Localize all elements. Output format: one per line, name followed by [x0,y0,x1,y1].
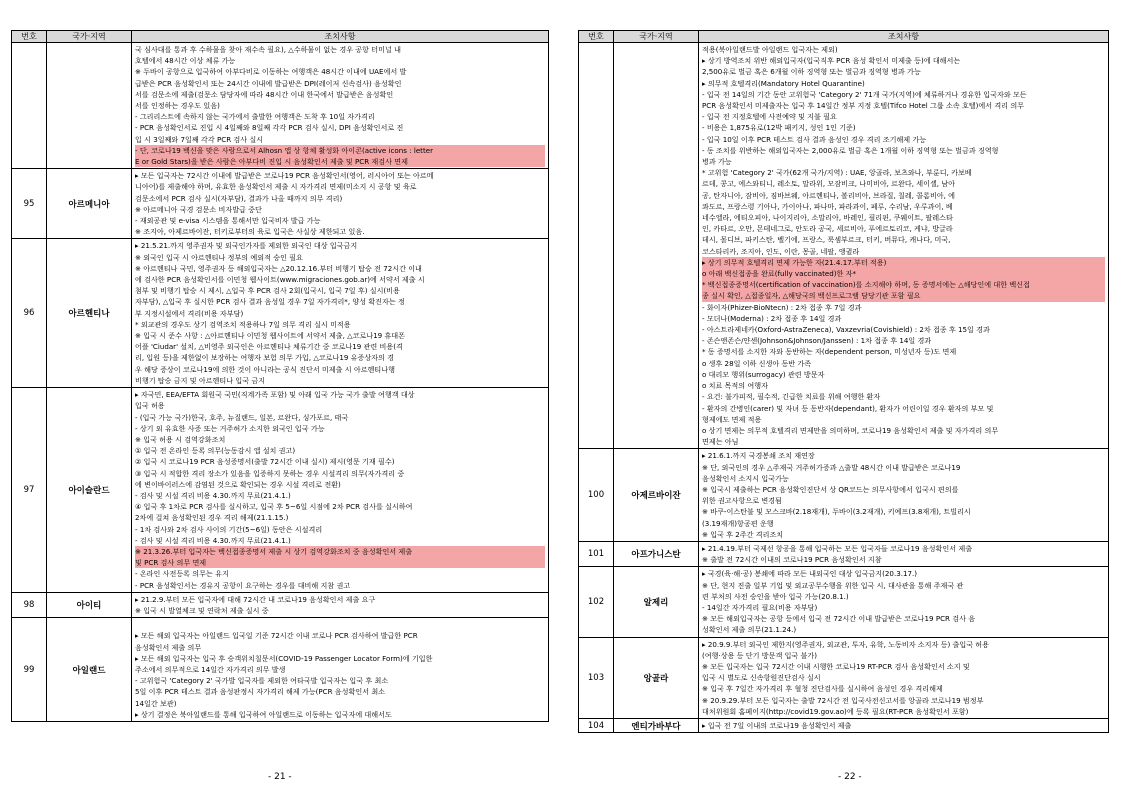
measures-cell [699,567,1109,637]
row-number: 98 [12,592,47,617]
row-number [12,43,47,169]
header-country: 국가·지역 [47,31,132,43]
measure-line: ※ 외국인 입국 시 아르헨티나 정부의 예외적 승인 필요 [135,252,303,262]
measure-line: ③ 입국 시 적합한 격리 장소가 있음을 입증하지 못하는 경우 시설격리 의무(자가격리 중 [135,468,405,478]
measures-cell [699,718,1109,732]
measures-cell [132,239,549,388]
measures-cell [132,169,549,239]
row-number: 101 [579,541,614,566]
measure-line: 니아어)를 제출해야 하며, 유효한 음성확인서 제출 시 자가격리 면제(미소지 시 공항 및 육로 [135,182,417,192]
measure-line: 2차에 걸쳐 음성확인된 경우 격리 해제(21.1.15.) [135,513,289,523]
measure-line: PCR 음성확인서 미제출자는 입국 후 14일간 정부 지정 호텔(Tifco Hotel 그룹 소속 호텔)에서 격리 의무 [702,101,1025,111]
measure-line: ▸ 21.6.1.까지 국경봉쇄 조치 재연장 [702,451,815,461]
row-number: 102 [579,567,614,637]
row-number: 103 [579,637,614,718]
measure-line: o 아래 백신접종을 완료(fully vaccinated)한 자* [702,268,1105,279]
header-measures: 조치사항 [699,31,1109,43]
measure-line: 입국 시 별도로 신속항원진단검사 실시 [702,673,821,683]
measure-line: * 동 증명서를 소지한 자와 동반하는 자(dependent person, 미성년자 등)도 면제 [702,347,957,357]
measures-table-left [11,30,549,722]
measure-line: ※ 입국 시 준수 사항 : △아르헨티나 이민청 웹사이트에 서약서 제출, △코로나19 휴대폰 [135,331,406,341]
measure-line: ▸ 20.9.9.부터 외국인 제한지(영주권자, 외교관, 투자, 유학, 노동비자 소지자 등) 출입국 허용 [702,639,990,649]
measure-line: * 백신접종증명서(certification of vaccination)를 소지해야 하며, 동 증명서에는 △해당인에 대한 백신접 [702,279,1105,290]
measure-line: (여행·상용 등 단기 방문객 입국 불가) [702,650,817,660]
measure-line: ※ 단, 현지 진출 일부 기업 및 외교공무수행을 위한 입국 시, 대사관을 통해 주재국 관 [702,580,964,590]
table-row [579,637,1109,718]
measure-line: 5일 이후 PCR 테스트 결과 음성판정시 자가격리 해제 가능(PCR 음성확인서 최소 [135,687,386,697]
measure-line: 네수엘라, 에티오피아, 나이지리아, 소말리아, 바레인, 필리핀, 쿠웨이트, 팔레스타 [702,213,953,223]
measures-cell [699,449,1109,542]
measure-line: 음성확인서 소지시 입국가능 [702,473,789,483]
measure-line: ※ 단, 외국인의 경우 △주재국 거주허가증과 △출발 48시간 이내 발급받은 코로나19 [702,462,961,472]
row-number: 104 [579,718,614,732]
table-row [12,388,549,593]
measure-line: ※ 조지아, 아제르바이잔, 터키로부터의 육로 입국은 사실상 제한되고 있음. [135,227,365,237]
measure-line: 위한 권고사항으로 변경됨 [702,496,782,506]
table-row [12,592,549,617]
measure-line: - 동 조치를 위반하는 해외입국자는 2,000유로 벌금 혹은 1개월 이하 징역형 또는 벌금과 징역형 [702,145,999,155]
measure-line: 종 실시 확인, △접종일자, △해당국의 백신프로그램 담당기관 포함 필요 [702,290,1105,301]
measure-line: 우 해당 증상이 코로나19에 의한 것이 아니라는 공식 진단서 미제출 시 아르헨티나행 [135,364,395,374]
country-name [47,43,132,169]
measure-line: ▸ 상기 결정은 북아일랜드를 통해 입국하여 아일랜드로 이동하는 입국자에 대해서도 [135,709,392,719]
measures-cell [132,592,549,617]
measure-line: ※ 입국 시 발열체크 및 연락처 제출 실시 중 [135,605,269,615]
measure-line: 주소에서 의무적으로 14일간 자가격리 의무 발생 [135,664,286,674]
table-row [579,567,1109,637]
table-row [579,43,1109,449]
measure-line: 급받은 PCR 음성확인서 또는 24시간 이내에 발급받은 DPI(레이저 신속검사) 음성확인 [135,78,402,88]
measure-line: ▸ 모든 해외 입국자는 아일랜드 입국일 기준 72시간 이내 코로나 PCR 검사하여 발급한 PCR [135,631,418,641]
table-row [579,718,1109,732]
table-row [579,449,1109,542]
header-measures: 조치사항 [132,31,549,43]
measure-line: (3.19재개)항공편 운행 [702,518,774,528]
measure-line: 콰도르, 프랑스령 기아나, 가이아나, 파나마, 파라과이, 페루, 수리남, 우루과이, 베 [702,201,953,211]
measure-line: - 고위험국 'Category 2' 국가발 입국자를 제외한 여타국발 입국자는 입국 후 최소 [135,676,389,686]
measure-line: 음성확인서 제출 의무 [135,642,202,652]
country-name: 아르메니아 [47,169,132,239]
measure-line: - 단, 코로나19 백신을 맞은 사람으로서 Alhosn 앱 상 항체 활성화 아이콘(active icons : letter [135,145,545,156]
measure-line: 어플 'Ciudar' 설치, △비영주 외국인은 아르헨티나 체류기간 중 코로나19 관련 비용(격 [135,342,403,352]
measure-line: 첨부 및 비행기 탑승 시 제시, △입국 후 PCR 검사 2회(입국시, 입국 7일 후) 실시(비용 [135,286,400,296]
measure-line: 호텔에서 48시간 이상 체류 가능 [135,56,236,66]
country-name: 아이티 [47,592,132,617]
table-row [12,43,549,169]
measure-line: - 존슨앤존슨/얀센(Johnson&Johnson/Janssen) : 1차 접종 후 14일 경과 [702,336,932,346]
row-number: 100 [579,449,614,542]
measure-line: 공, 탄자니아, 잠비아, 짐바브웨, 아르헨티나, 볼리비아, 브라질, 칠레, 콜롬비아, 에 [702,190,956,200]
measure-line: - 그리리스트에 속하지 않는 국가에서 출발한 여행객은 도착 후 10일 자가격리 [135,112,375,122]
row-number: 95 [12,169,47,239]
measure-line: ▸ 21.2.9.부터 모든 입국자에 대해 72시간 내 코로나19 음성확인서 제출 요구 [135,594,376,604]
row-number: 96 [12,239,47,388]
header-num: 번호 [12,31,47,43]
measure-line: ▸ 자국민, EEA/EFTA 회원국 국민(직계가족 포함) 및 아래 입국 가능 국가 출발 여행객 대상 [135,390,415,400]
measure-line: 입 시 3일째와 7일째 각각 PCR 검사 실시 [135,134,264,144]
measure-line: 련 부처의 사전 승인을 받아 입국 가능(20.8.1.) [702,591,849,601]
measure-line: 코스타리카, 조지아, 인도, 이란, 몽골, 네팔, 앵귈라 [702,246,860,256]
measure-line: 병과 가능 [702,157,732,167]
measure-line: - 검사 및 시설 격리 비용 4.30.까지 무료(21.4.1.) [135,490,291,500]
country-name: 아제르바이잔 [614,449,699,542]
country-name: 아이슬란드 [47,388,132,593]
measure-line: o 치료 목적의 여행자 [702,381,768,391]
measure-line: 르데, 콩고, 에스와티니, 레소토, 말라위, 모잠비크, 나미비아, 르완다, 세이셸, 남아 [702,179,956,189]
measure-line: - 입국 10일 이후 PCR 테스트 검사 결과 음성인 경우 격리 조기해제 가능 [702,134,927,144]
measure-line: ※ 모든 해외입국자는 공항 등에서 입국 전 72시간 이내 발급받은 코로나19 PCR 검사 음 [702,614,976,624]
measures-cell [132,388,549,593]
measure-line: 적용(북아일랜드발 아일랜드 입국자는 제외) [702,45,838,54]
measure-line: - 입국 전 지정호텔에 사전예약 및 지불 필요 [702,112,837,122]
measure-line: 및 PCR 검사 의무 면제 [135,557,545,568]
table-row [12,618,549,722]
measure-line: 데시, 몰디브, 파키스탄, 벨기에, 프랑스, 룩셈부르크, 터키, 버뮤다, 캐나다, 미국, [702,235,951,245]
measure-line: ④ 입국 후 1차로 PCR 검사를 실시하고, 입국 후 5~6일 시점에 2차 PCR 검사를 실시하여 [135,502,413,512]
measure-line: ▸ 상기 의무적 호텔격리 면제 가능한 자(21.4.17.부터 적용) [702,257,1105,268]
measure-line: - 1차 검사와 2차 검사 사이의 기간(5~6일) 동안은 시설격리 [135,524,323,534]
measure-line: ※ 출발 전 72시간 이내의 코로나19 PCR 음성확인서 지참 [702,555,882,565]
measure-line: ▸ 국경(육·해·공) 봉쇄에 따라 모든 내외국인 대상 입국금지(20.3.17.) [702,569,918,579]
row-number [579,43,614,449]
measure-line: ※ 아르메니아 국경 검문소 비자발급 중단 [135,204,262,214]
measure-line: ▸ 의무적 호텔격리(Mandatory Hotel Quarantine) [702,78,865,88]
country-name: 엔티가바부다 [614,718,699,732]
measure-line: 검문소에서 PCR 검사 실시(자부담), 결과가 나올 때까지 의무 격리) [135,193,343,203]
measure-line: - 14일간 자가격리 필요(비용 자부담) [702,602,818,612]
measure-line: ※ 아르헨티나 국민, 영주권자 등 해외입국자는 △20.12.16.부터 비행기 탑승 전 72시간 이내 [135,263,422,273]
measure-line: 형제에도 면제 적용 [702,414,762,424]
table-row [12,239,549,388]
measure-line: ① 입국 전 온라인 등록 의무(능동감시 앱 설치 권고) [135,446,296,456]
measure-line: ▸ 모든 입국자는 72시간 이내에 발급받은 코로나19 PCR 음성확인서(영어, 러시아어 또는 아르메 [135,171,434,181]
country-name: 아르헨티나 [47,239,132,388]
measure-line: ▸ 상기 방역조치 위반 해외입국자(입국직후 PCR 음성 확인서 미제출 등)에 대해서는 [702,56,961,66]
measure-line: - PCR 음성확인서로 진입 시 4일째와 8일째 각각 PCR 검사 실시, DPI 음성확인서로 진 [135,123,404,133]
left-page [11,30,549,722]
measure-line: - (입국 가능 국가)한국, 호주, 뉴질랜드, 일본, 르완다, 싱가포르, 태국 [135,412,349,422]
measure-line: 서를 인정하는 경우도 있음) [135,101,220,111]
measure-line: ※ 모든 입국자는 입국 72시간 이내 시행한 코로나19 RT-PCR 검사 음성확인서 소지 및 [702,661,970,671]
row-number: 97 [12,388,47,593]
measure-line: * 외교관의 경우도 상기 검역조치 적용하나 7일 의무 격리 실시 미적용 [135,319,351,329]
measure-line: - PCR 음성확인서는 경유지 공항이 요구하는 경우를 대비해 지참 권고 [135,580,351,590]
measure-line: 자부담), △입국 후 실시한 PCR 검사 결과 음성일 경우 7일 자가격리*, 양성 확진자는 정 [135,297,405,307]
measure-line: - 아스트라제네카(Oxford-AstraZeneca), Vaxzevria(Covishield) : 2차 접종 후 15일 경과 [702,325,990,335]
measures-cell [699,43,1109,449]
measure-line: 성확인서 제출 의무(21.1.24.) [702,625,797,635]
right-page [578,30,1109,733]
measures-cell [132,618,549,722]
measure-line: ※ 20.9.29.부터 모든 입국자는 출발 72시간 전 입국사전신고서를 앙골라 코로나19 범정부 [702,695,984,705]
measure-line: ※ 21.3.26.부터 입국자는 백신접종증명서 제출 시 상기 검역강화조치 중 음성확인서 제출 [135,546,545,557]
table-header [579,31,1109,43]
header-num: 번호 [579,31,614,43]
measure-line: 대처위원회 홈페이지(http://covid19.gov.ao)에 등록 필요(RT-PCR 음성확인서 포함) [702,706,969,716]
measure-line: o 대리모 행위(surrogacy) 관련 방문자 [702,369,825,379]
measures-cell [132,43,549,169]
measure-line: ▸ 입국 전 7일 이내의 코로나19 음성확인서 제출 [702,720,852,730]
measure-line: - 상기 외 유효한 사증 또는 거주허가 소지한 외국인 입국 가능 [135,423,325,433]
country-name: 아일랜드 [47,618,132,722]
measure-line: - 화이자(Phizer-BioNtecn) : 2차 접종 후 7일 경과 [702,302,862,312]
measure-line: 리, 입원 등)을 제한없이 보장하는 여행자 보험 의무 가입, △코로나19 유증상자의 경 [135,353,394,363]
measure-line: ※ 두바이 공항으로 입국하여 아부다비로 이동하는 여행객은 48시간 이내에 UAE에서 발 [135,67,407,77]
measure-line: - 재외공관 및 e-visa 시스템을 통해서만 입국비자 발급 가능 [135,216,321,226]
country-name [614,43,699,449]
measure-line: 2,500유로 벌금 혹은 6개월 이하 징역형 또는 벌금과 징역형 병과 가능 [702,67,921,77]
measure-line: o 생후 28일 이하 신생아 동반 가족 [702,358,812,368]
measure-line: 비행기 탑승 금지 및 아르헨티나 입국 금지 [135,375,266,385]
measure-line: - 온라인 사전등록 의무는 유지 [135,569,229,579]
measure-line: 에 변이바이러스에 감염된 것으로 확인되는 경우 시설 격리로 전환) [135,479,341,489]
measure-line [135,619,545,630]
table-row [12,169,549,239]
page-number: - 22 - [838,772,862,782]
header-country: 국가·지역 [614,31,699,43]
measures-cell [699,541,1109,566]
country-name: 알제리 [614,567,699,637]
measure-line: 서를 검문소에 제출(검문소 담당자에 따라 48시간 이내 한국에서 발급받은 음성확인 [135,89,394,99]
measure-line: - 비용은 1,875유로(12박 패키지, 성인 1인 기준) [702,123,856,133]
measure-line: - 환자의 간병인(carer) 및 자녀 등 동반자(dependant), 환자가 어린이일 경우 환자의 부모 및 [702,403,994,413]
measure-line: ▸ 21.5.21.까지 영주권자 및 외국인가자를 제외한 외국인 대상 입국금지 [135,241,358,251]
measure-line: ② 입국 시 코로나19 PCR 음성증명서(출발 72시간 이내 실시) 제시(영문 기재 필수) [135,457,395,467]
measure-line: 면제는 아님 [702,437,739,447]
page-number: - 21 - [268,772,292,782]
measure-line: E or Gold Stars)을 받은 사람은 아부다비 진입 시 음성확인서 제출 및 PCR 재검사 면제 [135,156,545,167]
country-name: 앙골라 [614,637,699,718]
measure-line: o 상기 면제는 의무적 호텔격리 면제만을 의미하며, 코로나19 음성확인서 제출 및 자가격리 의무 [702,425,999,435]
country-name: 아프가니스탄 [614,541,699,566]
measure-line: ▸ 21.4.19.부터 국제선 항공을 통해 입국하는 모든 입국자들 코로나19 음성확인서 제출 [702,543,973,553]
measure-line: 에 검사한 PCR 음성확인서를 이민청 웹사이트(www.migraciones.gob.ar)에 서약서 제출 시 [135,275,425,285]
measure-line: ▸ 모든 해외 입국자는 입국 후 승객위치칠문서(COVID-19 Passenger Locator Form)에 기입한 [135,653,433,663]
measure-line: 인, 카타르, 오만, 몬테네그로, 안도라 공국, 세르비아, 푸에르토리코, 케냐, 방글라 [702,224,953,234]
measure-line: ※ 입국시 제출하는 PCR 음성확인진단서 상 QR코드는 의무사항에서 입국시 편의를 [702,484,959,494]
measure-line: ※ 입국 허용 시 검역강화조치 [135,434,226,444]
measure-line: ※ 입국 후 7일간 자가격리 후 혈청 진단검사를 실시하여 음성인 경우 격리해제 [702,684,943,694]
measure-line: - 모더나(Moderna) : 2차 접종 후 14일 경과 [702,313,842,323]
measure-line: - 요건: 불가피적, 필수적, 긴급한 치료를 위해 여행한 환자 [702,392,881,402]
measures-cell [699,637,1109,718]
measure-line: 국 심사대를 통과 후 수하물을 찾아 재수속 필요), △수하물이 없는 경우 공항 터미널 내 [135,45,401,54]
table-row [579,541,1109,566]
measure-line: * 고위험 'Category 2' 국가(62개 국가/지역) : UAE, 앙골라, 보츠와나, 부룬디, 카보베 [702,168,972,178]
measure-line: ※ 입국 후 2주간 격리조치 [702,529,784,539]
measures-table-right [578,30,1109,733]
table-header [12,31,549,43]
measure-line: ※ 바쿠-이스탄불 및 모스크바(2.18재개), 두바이(3.2재개), 키예프(3.8재개), 트빌리시 [702,507,971,517]
row-number: 99 [12,618,47,722]
measure-line: 14일간 보관) [135,698,177,708]
measure-line: 부 지정시설에서 격리(비용 자부담) [135,308,244,318]
measure-line: - 입국 전 14일의 기간 동안 고위험국 'Category 2' 71개 국가(지역)에 체류하거나 경유한 입국자와 모든 [702,89,1027,99]
measure-line: - 검사 및 시설 격리 비용 4.30.까지 무료(21.4.1.) [135,535,291,545]
measure-line: 입국 허용 [135,401,165,411]
